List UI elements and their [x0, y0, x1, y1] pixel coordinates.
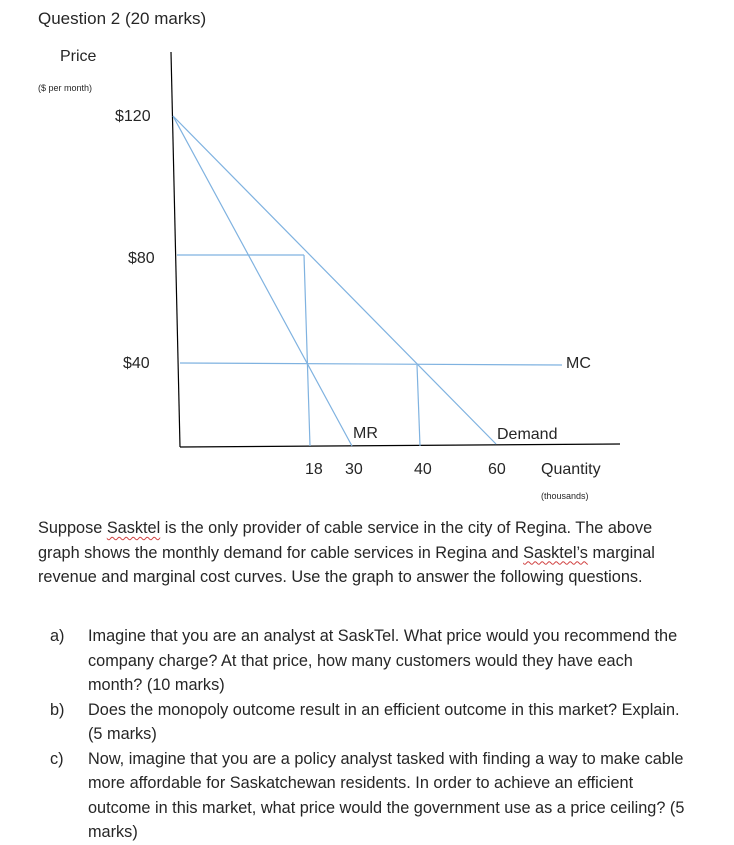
- mc-label: MC: [566, 355, 591, 372]
- guide-quantity-40: [417, 365, 420, 446]
- question-text: Does the monopoly outcome result in an efficient outcome in this market? Explain. (5 marks): [88, 700, 680, 743]
- x-tick-60: 60: [488, 461, 506, 478]
- question-item-c: [50, 747, 690, 845]
- x-tick-40: 40: [414, 461, 432, 478]
- question-item-b: [50, 698, 690, 747]
- x-tick-30: 30: [345, 461, 363, 478]
- x-tick-18: 18: [305, 461, 323, 478]
- mr-curve: [173, 116, 352, 446]
- demand-label: Demand: [497, 426, 558, 443]
- question-text: Imagine that you are an analyst at SaskTel. What price would you recommend the company charge? At that price, how many customers would they have each month? (10 marks): [88, 627, 678, 694]
- question-item-a: [50, 624, 690, 698]
- question-text: Now, imagine that you are a policy analyst tasked with finding a way to make cable more affordable for Saskatchewan residents. In order to achieve an efficient outcome in this market, what price would the government use as a price ceiling? (5 marks): [88, 749, 685, 841]
- intro-text-3: marginal revenue and marginal cost curves. Use the graph to answer the following questions.: [38, 543, 655, 586]
- question-marker: b): [50, 700, 65, 719]
- mc-curve: [180, 363, 562, 365]
- y-tick-120: $120: [115, 108, 151, 125]
- x-axis: [180, 444, 620, 447]
- y-axis-label: Price: [60, 48, 97, 65]
- question-marker: c): [50, 749, 64, 768]
- intro-paragraph: [38, 516, 678, 590]
- question-list: [50, 624, 690, 845]
- y-tick-80: $80: [128, 250, 155, 267]
- mr-label: MR: [353, 425, 378, 442]
- intro-text-2: is the only provider of cable service in the city of Regina. The above graph shows the monthly demand for cable services in Regina and: [38, 519, 653, 562]
- question-marker: a): [50, 627, 65, 645]
- intro-text-1: Suppose: [38, 519, 107, 537]
- sasktels-word: Sasktel’s: [523, 543, 588, 562]
- x-axis-label: Quantity: [541, 461, 601, 478]
- question-heading: Question 2 (20 marks): [38, 9, 207, 28]
- sasktel-word: Sasktel: [106, 519, 161, 537]
- y-axis: [171, 52, 180, 447]
- y-axis-unit: ($ per month): [38, 83, 93, 93]
- x-axis-unit: (thousands): [541, 491, 589, 501]
- guide-quantity-20: [304, 255, 310, 446]
- y-tick-40: $40: [123, 355, 150, 372]
- demand-curve: [173, 116, 496, 444]
